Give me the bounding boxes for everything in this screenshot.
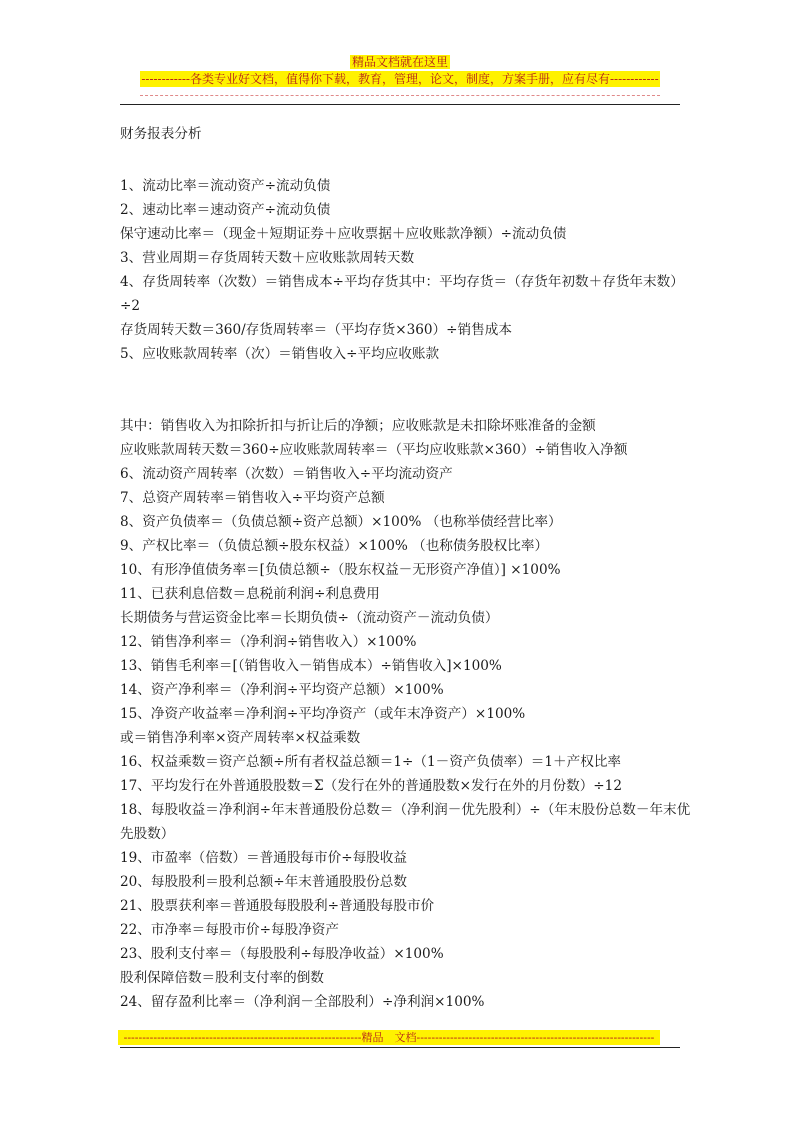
formula-line: 20、每股股利＝股利总额÷年末普通股股份总数 [120,874,407,890]
formula-line: 2、速动比率＝速动资产÷流动负债 [120,202,331,218]
header-dashed-divider [140,95,660,96]
formula-line: 12、销售净利率＝（净利润÷销售收入）×100% [120,634,417,650]
formula-line: 应收账款周转天数＝360÷应收账款周转率＝（平均应收账款×360）÷销售收入净额 [120,442,628,458]
formula-line: 6、流动资产周转率（次数）＝销售收入÷平均流动资产 [120,466,453,482]
formula-line: 21、股票获利率＝普通股每股股利÷普通股每股市价 [120,898,435,914]
formula-line: 7、总资产周转率＝销售收入÷平均资产总额 [120,490,385,506]
document-title: 财务报表分析 [120,126,202,142]
paragraph-gap [120,366,700,414]
formula-line: 11、已获利息倍数＝息税前利润÷利息费用 [120,586,380,602]
formula-line: 22、市净率＝每股市价÷每股净资产 [120,922,339,938]
page-footer: ----------------------------------------------------------------精品 文档---------------------------------------------------------------- [118,1030,660,1045]
formula-line: 5、应收账款周转率（次）＝销售收入÷平均应收账款 [120,346,440,362]
formula-line: 其中：销售收入为扣除折扣与折让后的净额；应收账款是未扣除坏账准备的金额 [120,418,596,434]
formula-line: 17、平均发行在外普通股股数＝Σ（发行在外的普通股数×发行在外的月份数）÷12 [120,778,622,794]
formula-line: 8、资产负债率＝（负债总额÷资产总额）×100% （也称举债经营比率） [120,514,562,530]
formula-line: 13、销售毛利率＝[（销售收入－销售成本）÷销售收入]×100% [120,658,502,674]
formula-line: 23、股利支付率＝（每股股利÷每股净收益）×100% [120,946,444,962]
formula-line: 15、净资产收益率＝净利润÷平均净资产（或年末净资产）×100% [120,706,526,722]
header-rule [120,104,680,105]
formula-line: 保守速动比率＝（现金＋短期证券＋应收票据＋应收账款净额）÷流动负债 [120,226,567,242]
formula-line: 18、每股收益＝净利润÷年末普通股份总数＝（净利润－优先股利）÷（年末股份总数－年末优先股数） [120,802,691,842]
formula-line: 长期债务与营运资金比率＝长期负债÷（流动资产－流动负债） [120,610,499,626]
formula-line: 股利保障倍数＝股利支付率的倒数 [120,970,324,986]
document-body [120,122,700,1014]
formula-line: 3、营业周期＝存货周转天数＋应收账款周转天数 [120,250,415,266]
formula-line: 存货周转天数＝360/存货周转率＝（平均存货×360）÷销售成本 [120,322,512,338]
formula-line: 4、存货周转率（次数）＝销售成本÷平均存货其中：平均存货＝（存货年初数＋存货年末数）÷2 [120,274,684,314]
formula-line: 1、流动比率＝流动资产÷流动负债 [120,178,331,194]
footer-rule [120,1047,680,1048]
formula-line: 14、资产净利率＝（净利润÷平均资产总额）×100% [120,682,444,698]
formula-line: 9、产权比率＝（负债总额÷股东权益）×100% （也称债务股权比率） [120,538,549,554]
formula-line: 或＝销售净利率×资产周转率×权益乘数 [120,730,361,746]
formula-line: 19、市盈率（倍数）＝普通股每市价÷每股收益 [120,850,407,866]
header-title: 精品文档就在这里 [351,55,448,69]
formula-line: 16、权益乘数＝资产总额÷所有者权益总额＝1÷（1－资产负债率）＝1＋产权比率 [120,754,622,770]
header-subtitle: ------------各类专业好文档，值得你下载，教育，管理，论文，制度，方案手册，应有尽有------------ [141,72,659,86]
formula-line: 10、有形净值债务率＝[负债总额÷（股东权益－无形资产净值）] ×100% [120,562,561,578]
formula-line: 24、留存盈利比率＝（净利润－全部股利）÷净利润×100% [120,994,485,1010]
